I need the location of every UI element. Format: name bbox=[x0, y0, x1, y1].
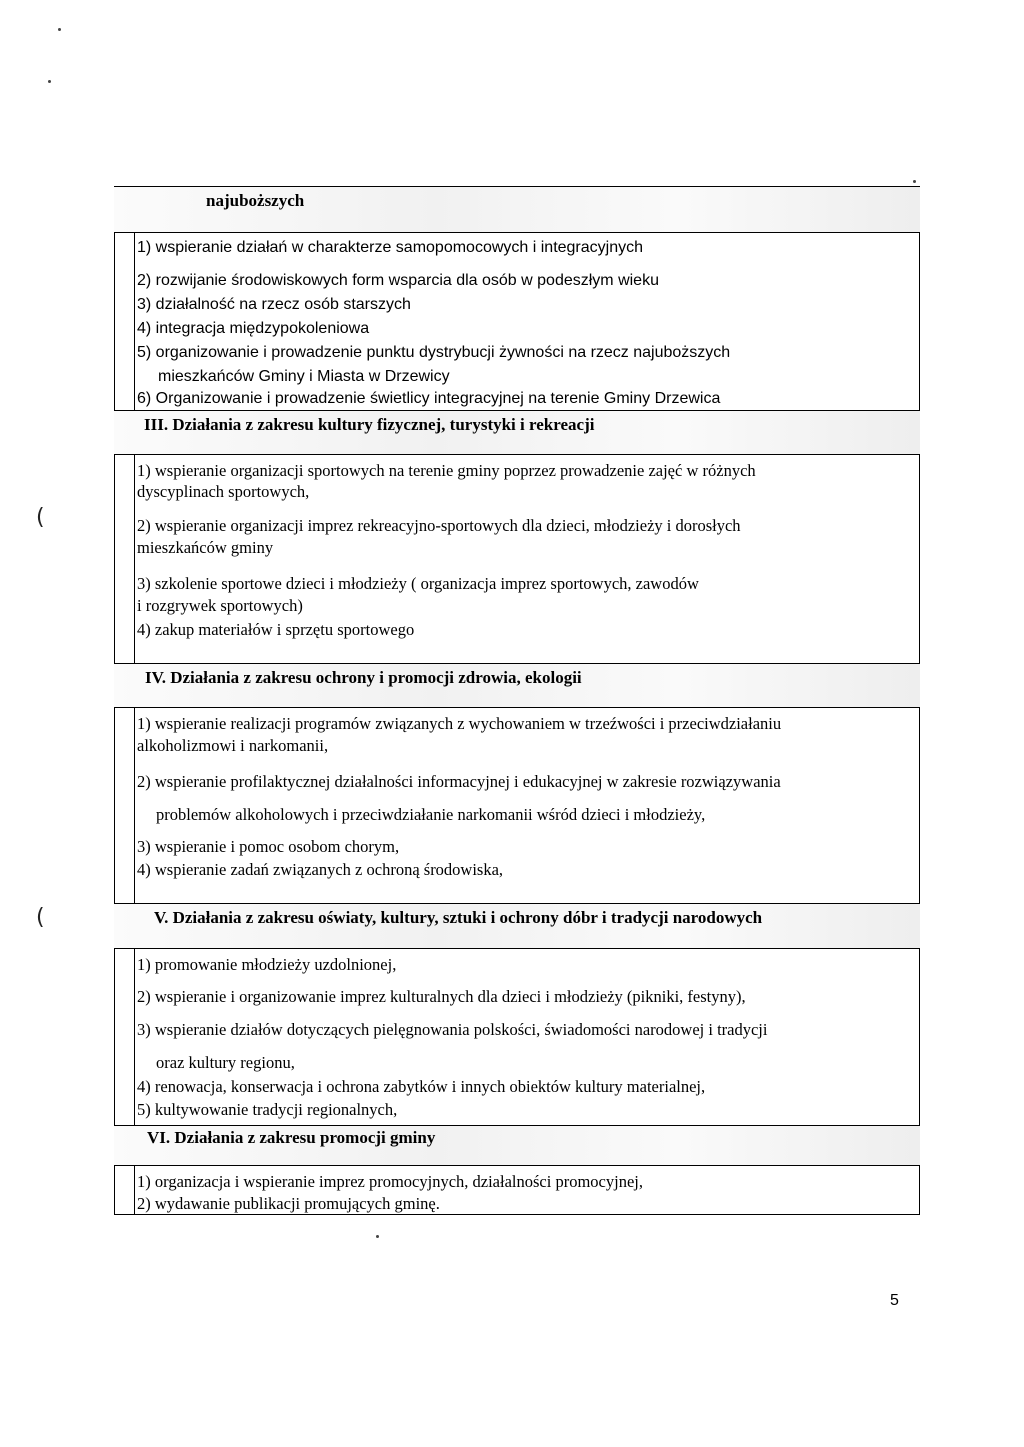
list-item: 2) wspieranie i organizowanie imprez kulturalnych dla dzieci i młodzieży (pikniki, festyny), bbox=[137, 987, 746, 1006]
margin-mark: ( bbox=[36, 505, 45, 530]
list-item: 2) wspieranie organizacji imprez rekreacyjno-sportowych dla dzieci, młodzieży i dorosłych bbox=[137, 516, 741, 535]
page-number: 5 bbox=[890, 1292, 899, 1309]
section-header bbox=[114, 410, 920, 455]
list-item: mieszkańców gminy bbox=[137, 538, 274, 557]
list-item: 4) wspieranie zadań związanych z ochroną środowiska, bbox=[137, 860, 504, 879]
list-item: 4) zakup materiałów i sprzętu sportowego bbox=[137, 620, 415, 639]
list-item: dyscyplinach sportowych, bbox=[137, 482, 310, 501]
list-item: i rozgrywek sportowych) bbox=[137, 596, 303, 615]
list-item: 1) wspieranie organizacji sportowych na terenie gminy poprzez prowadzenie zajęć w różnych bbox=[137, 461, 756, 480]
section-header bbox=[114, 187, 920, 233]
list-item: 1) organizacja i wspieranie imprez promocyjnych, działalności promocyjnej, bbox=[137, 1172, 643, 1191]
list-item: 4) integracja międzypokoleniowa bbox=[137, 320, 370, 337]
list-item: 2) wydawanie publikacji promujących gminę. bbox=[137, 1194, 440, 1213]
list-item: 2) wspieranie profilaktycznej działalności informacyjnej i edukacyjnej w zakresie rozwiązywania bbox=[137, 772, 781, 791]
list-item: oraz kultury regionu, bbox=[156, 1053, 295, 1072]
section-title: najuboższych bbox=[206, 191, 305, 210]
section-title: IV. Działania z zakresu ochrony i promocji zdrowia, ekologii bbox=[145, 668, 582, 687]
margin-mark: ( bbox=[36, 905, 45, 930]
section-title: III. Działania z zakresu kultury fizycznej, turystyki i rekreacji bbox=[144, 415, 595, 434]
list-item: 5) kultywowanie tradycji regionalnych, bbox=[137, 1100, 398, 1119]
list-item: 6) Organizowanie i prowadzenie świetlicy integracyjnej na terenie Gminy Drzewica bbox=[137, 390, 721, 407]
list-item: 1) wspieranie działań w charakterze samopomocowych i integracyjnych bbox=[137, 239, 644, 256]
list-item: 3) wspieranie i pomoc osobom chorym, bbox=[137, 837, 400, 856]
list-item: 4) renowacja, konserwacja i ochrona zabytków i innych obiektów kultury materialnej, bbox=[137, 1077, 706, 1096]
list-item: 3) działalność na rzecz osób starszych bbox=[137, 296, 411, 313]
section-header bbox=[114, 663, 920, 708]
list-item: 1) wspieranie realizacji programów związanych z wychowaniem w trzeźwości i przeciwdziałaniu bbox=[137, 714, 782, 733]
list-item: alkoholizmowi i narkomanii, bbox=[137, 736, 329, 755]
section-title: V. Działania z zakresu oświaty, kultury, sztuki i ochrony dóbr i tradycji narodowych bbox=[154, 908, 763, 927]
list-item: 2) rozwijanie środowiskowych form wsparcia dla osób w podeszłym wieku bbox=[137, 272, 659, 289]
section-title: VI. Działania z zakresu promocji gminy bbox=[147, 1128, 436, 1147]
list-item: 1) promowanie młodzieży uzdolnionej, bbox=[137, 955, 397, 974]
list-item: problemów alkoholowych i przeciwdziałanie narkomanii wśród dzieci i młodzieży, bbox=[156, 805, 706, 824]
list-item: mieszkańców Gminy i Miasta w Drzewicy bbox=[158, 368, 450, 385]
section-header bbox=[114, 903, 920, 949]
list-item: 3) wspieranie działów dotyczących pielęgnowania polskości, świadomości narodowej i tradycji bbox=[137, 1020, 768, 1039]
list-item: 3) szkolenie sportowe dzieci i młodzieży ( organizacja imprez sportowych, zawodów bbox=[137, 574, 699, 593]
list-item: 5) organizowanie i prowadzenie punktu dystrybucji żywności na rzecz najuboższych bbox=[137, 344, 731, 361]
section-header bbox=[114, 1125, 920, 1166]
